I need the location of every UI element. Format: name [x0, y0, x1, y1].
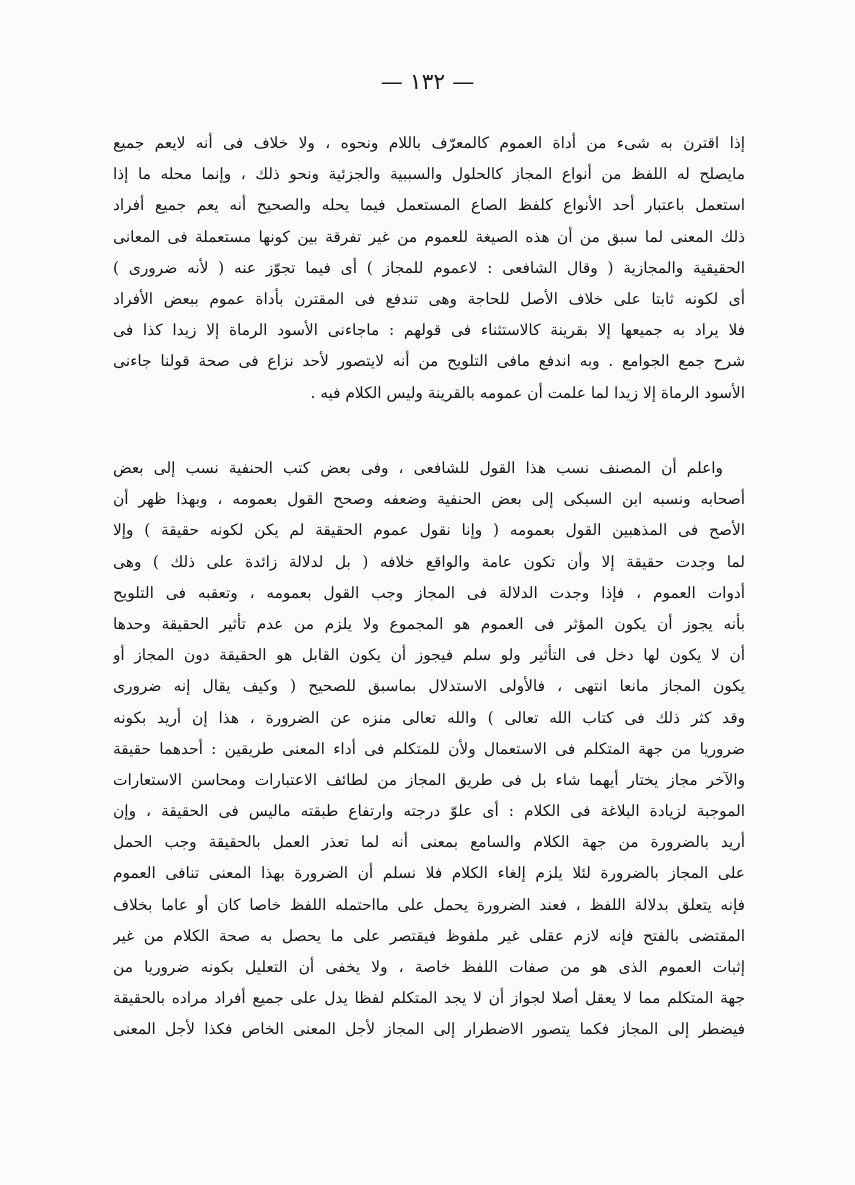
text-line: بأنه يجوز أن يكون المؤثر فى العموم هو المجموع ولا يلزم من عدم تأثير الحقيقة وحدها: [113, 614, 745, 633]
text-line: الموجبة لزيادة البلاغة فى الكلام : أى علوّ درجته وارتفاع طبقته ماليس فى الحقيقة ، وإن: [113, 802, 745, 821]
text-line: أدوات العموم ، فإذا وجدت الدلالة فى المجاز وجب القول بعمومه ، وتعقبه فى التلويح: [113, 583, 745, 602]
text-line: وقد كثر ذلك فى كتاب الله تعالى ) والله تعالى منزه عن الضرورة ، هذا إن أريد بكونه: [113, 708, 745, 727]
text-line: على المجاز بالضرورة لئلا يلزم إلغاء الكلام فلا نسلم أن الضرورة بهذا المعنى تنافى العموم: [113, 864, 745, 883]
text-line: أريد بالضرورة من جهة الكلام والسامع بمعنى أنه لما تعذر العمل بالحقيقة وجب الحمل: [113, 833, 745, 852]
text-line: ضروريا من جهة المتكلم فى الاستعمال ولأن للمتكلم فى أداء المعنى طريقين : أحدهما حقيقة: [113, 739, 745, 758]
text-line: جهة المتكلم مما لا يعقل أصلا لجواز أن لا يجد المتكلم لفظا يدل على جميع أفراد مراده بالحقيقة: [113, 989, 745, 1008]
text-line: المقتضى بالفتح فإنه لازم عقلى غير ملفوظ فيقتصر على ما يحصل به صحة الكلام من غير: [113, 926, 745, 945]
text-line: فلا يراد به جميعها إلا بقرينة كالاستثناء فى قولهم : ماجاءنى الأسود الرماة إلا زيدا كذا فى: [113, 321, 745, 340]
text-line: الحقيقية والمجازية ( وقال الشافعى : لاعموم للمجاز ) أى فيما تجوّز عنه ( لأنه ضرورى ): [113, 258, 745, 277]
text-line: والآخر مجاز يختار أيهما شاء بل فى طريق المجاز من لطائف الاعتبارات ومحاسن الاستعارات: [113, 770, 745, 789]
text-line: الأسود الرماة إلا زيدا لما علمت أن عمومه بالقرينة وليس الكلام فيه .: [310, 383, 745, 402]
text-line: فيضطر إلى المجاز فكما يتصور الاضطرار إلى المجاز لأجل المعنى الخاص فكذا لأجل المعنى: [113, 1020, 745, 1039]
page-number: — ١٣٢ —: [380, 70, 475, 95]
text-line: فإنه يتعلق بدلالة اللفظ ، فعند الضرورة يحمل على مااحتمله اللفظ خاصا كان أو عاما بخلاف: [113, 895, 745, 914]
text-line: أصحابه ونسبه ابن السبكى إلى بعض الحنفية وضعفه وصحح القول بعمومه ، وبهذا ظهر أن: [113, 490, 745, 509]
text-line: استعمل باعتبار أحد الأنواع كلفظ الصاع المستعمل فيما يحله والصحيح أنه يعم جميع أفراد: [113, 196, 745, 215]
text-line: إثبات العموم الذى هو من صفات اللفظ خاصة ، ولا يخفى أن التعليل بكونه ضروريا من: [113, 958, 745, 976]
text-line: أن لا يكون لها دخل فى التأثير ولو سلم فيجوز أن يكون القابل هو الحقيقة دون المجاز أو: [113, 646, 745, 665]
text-line: يكون المجاز مانعا انتهى ، فالأولى الاستدلال بماسبق للصحيح ( وكيف يقال إنه ضرورى: [113, 677, 745, 696]
paragraph-2: [113, 453, 745, 1046]
text-line: مايصلح له اللفظ من أنواع المجاز كالحلول والسببية والجزئية ونحو ذلك ، وإنما محله ما إذا: [113, 165, 745, 184]
text-line: ذلك المعنى لما سبق من أن هذه الصيغة للعموم من غير تفرقة بين كونها مستعملة فى المعانى: [113, 227, 745, 246]
paragraph-1: [113, 128, 745, 409]
text-line: واعلم أن المصنف نسب هذا القول للشافعى ، وفى بعض كتب الحنفية نسب إلى بعض: [113, 459, 723, 477]
text-line: أى لكونه ثابتا على خلاف الأصل للحاجة وهى تندفع فى المقترن بأداة عموم ببعض الأفراد: [113, 289, 745, 308]
text-line: إذا اقترن به شىء من أداة العموم كالمعرّف باللام ونحوه ، ولا خلاف فى أنه لايعم جميع: [113, 134, 745, 152]
text-line: لما وجدت حقيقة إلا وأن تكون عامة والواقع خلافه ( بل لدلالة زائدة على ذلك ) وهى: [113, 552, 745, 571]
text-line: شرح جمع الجوامع . وبه اندفع مافى التلويح من أنه لايتصور لأحد نزاع فى صحة قولنا جاءنى: [113, 352, 745, 371]
text-line: الأصح فى المذهبين القول بعمومه ( وإنا نقول عموم الحقيقة لم يكن لكونه حقيقة ) وإلا: [113, 521, 745, 540]
